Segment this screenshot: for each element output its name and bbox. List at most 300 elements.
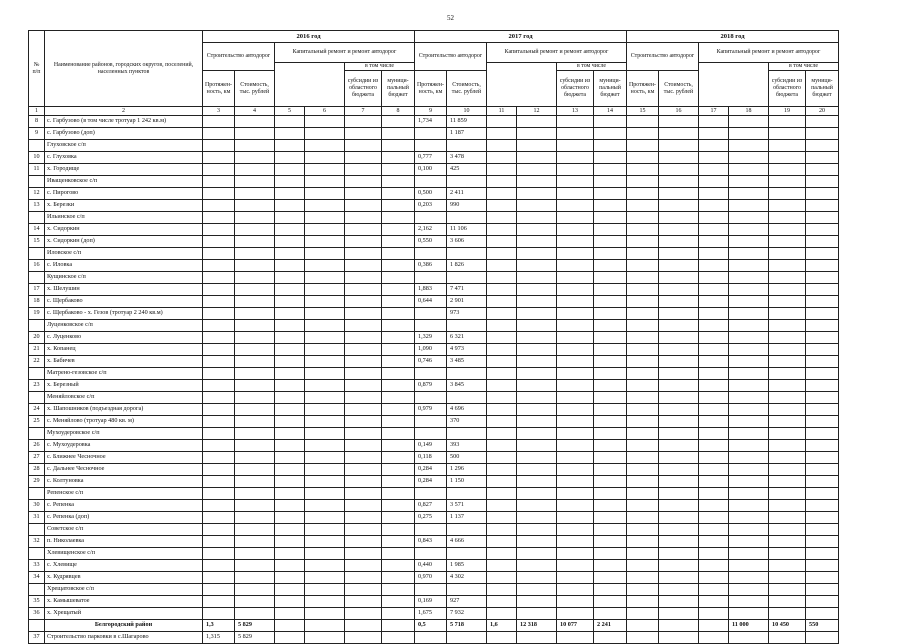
value-cell — [769, 500, 806, 512]
value-cell — [699, 344, 729, 356]
value-cell — [659, 632, 699, 644]
value-cell — [806, 272, 839, 284]
value-cell — [235, 572, 275, 584]
value-cell: 0,879 — [415, 380, 447, 392]
value-cell — [275, 608, 305, 620]
value-cell — [487, 212, 517, 224]
value-cell — [305, 512, 345, 524]
value-cell — [627, 404, 659, 416]
value-cell — [627, 392, 659, 404]
value-cell — [729, 212, 769, 224]
value-cell — [627, 476, 659, 488]
value-cell: 5 718 — [447, 620, 487, 632]
value-cell — [769, 428, 806, 440]
value-cell — [517, 368, 557, 380]
value-cell — [345, 440, 382, 452]
value-cell — [275, 140, 305, 152]
value-cell — [275, 116, 305, 128]
value-cell — [806, 368, 839, 380]
total-row — [29, 620, 839, 632]
value-cell — [487, 248, 517, 260]
value-cell — [305, 128, 345, 140]
value-cell — [305, 500, 345, 512]
value-cell — [659, 224, 699, 236]
value-cell — [235, 212, 275, 224]
value-cell — [699, 560, 729, 572]
section-row — [29, 584, 839, 596]
value-cell — [487, 428, 517, 440]
value-cell — [517, 260, 557, 272]
table-row — [29, 440, 839, 452]
value-cell — [659, 596, 699, 608]
value-cell: 7 471 — [447, 284, 487, 296]
table-row — [29, 632, 839, 644]
value-cell — [345, 128, 382, 140]
row-name-cell: х. Камышеватое — [45, 596, 203, 608]
value-cell — [203, 524, 235, 536]
value-cell — [382, 116, 415, 128]
value-cell — [487, 416, 517, 428]
value-cell — [806, 188, 839, 200]
value-cell — [627, 272, 659, 284]
value-cell: 2,162 — [415, 224, 447, 236]
value-cell: 393 — [447, 440, 487, 452]
value-cell — [729, 296, 769, 308]
value-cell — [699, 416, 729, 428]
value-cell — [382, 164, 415, 176]
value-cell — [659, 572, 699, 584]
value-cell — [806, 464, 839, 476]
value-cell: 11 859 — [447, 116, 487, 128]
value-cell — [659, 548, 699, 560]
value-cell — [275, 272, 305, 284]
value-cell — [594, 248, 627, 260]
value-cell — [517, 464, 557, 476]
value-cell — [594, 632, 627, 644]
row-name-cell: х. Березки — [45, 200, 203, 212]
value-cell — [806, 284, 839, 296]
header-name: Наименование районов, городских округов, поселений, населенных пунктов — [45, 31, 203, 107]
value-cell — [806, 224, 839, 236]
value-cell — [659, 308, 699, 320]
value-cell — [729, 536, 769, 548]
value-cell: 4 696 — [447, 404, 487, 416]
value-cell — [517, 308, 557, 320]
value-cell — [345, 596, 382, 608]
value-cell — [769, 416, 806, 428]
value-cell — [487, 560, 517, 572]
value-cell — [806, 332, 839, 344]
value-cell — [699, 272, 729, 284]
value-cell — [699, 428, 729, 440]
value-cell — [235, 260, 275, 272]
value-cell — [305, 572, 345, 584]
value-cell — [517, 404, 557, 416]
value-cell — [557, 548, 594, 560]
value-cell — [487, 548, 517, 560]
value-cell — [699, 296, 729, 308]
value-cell — [729, 176, 769, 188]
value-cell — [594, 512, 627, 524]
value-cell — [203, 404, 235, 416]
row-number-cell — [29, 212, 45, 224]
value-cell — [557, 152, 594, 164]
value-cell — [557, 248, 594, 260]
value-cell — [594, 320, 627, 332]
value-cell — [769, 248, 806, 260]
row-number-cell: 18 — [29, 296, 45, 308]
value-cell — [659, 416, 699, 428]
value-cell — [699, 440, 729, 452]
value-cell — [382, 404, 415, 416]
value-cell — [415, 320, 447, 332]
value-cell — [415, 548, 447, 560]
value-cell: 3 485 — [447, 356, 487, 368]
value-cell — [382, 392, 415, 404]
value-cell — [517, 344, 557, 356]
value-cell — [659, 524, 699, 536]
value-cell: 500 — [447, 452, 487, 464]
value-cell — [382, 284, 415, 296]
value-cell — [627, 428, 659, 440]
value-cell — [659, 404, 699, 416]
value-cell: 5 829 — [235, 620, 275, 632]
value-cell — [203, 332, 235, 344]
value-cell — [235, 224, 275, 236]
value-cell — [275, 128, 305, 140]
value-cell — [557, 296, 594, 308]
value-cell — [235, 236, 275, 248]
value-cell — [557, 584, 594, 596]
value-cell — [345, 152, 382, 164]
value-cell — [729, 452, 769, 464]
row-number-cell: 24 — [29, 404, 45, 416]
value-cell — [699, 536, 729, 548]
row-name-cell: с. Дальнее Чесночное — [45, 464, 203, 476]
column-index: 10 — [447, 107, 487, 116]
value-cell — [305, 368, 345, 380]
row-number-cell: 8 — [29, 116, 45, 128]
header-repair-blank — [275, 63, 345, 107]
value-cell — [729, 572, 769, 584]
value-cell — [305, 200, 345, 212]
value-cell — [557, 440, 594, 452]
value-cell: 2 241 — [594, 620, 627, 632]
value-cell — [806, 128, 839, 140]
row-number-cell: 26 — [29, 440, 45, 452]
value-cell — [305, 116, 345, 128]
value-cell — [627, 128, 659, 140]
value-cell — [382, 140, 415, 152]
value-cell — [557, 212, 594, 224]
value-cell — [806, 176, 839, 188]
value-cell — [305, 608, 345, 620]
row-name-cell: х. Хрещатый — [45, 608, 203, 620]
value-cell — [659, 536, 699, 548]
value-cell — [729, 260, 769, 272]
value-cell — [594, 584, 627, 596]
value-cell — [345, 632, 382, 644]
value-cell — [487, 536, 517, 548]
value-cell — [517, 296, 557, 308]
value-cell — [517, 200, 557, 212]
value-cell — [305, 176, 345, 188]
value-cell — [517, 164, 557, 176]
value-cell — [382, 596, 415, 608]
value-cell — [487, 176, 517, 188]
column-index: 1 — [29, 107, 45, 116]
value-cell — [769, 176, 806, 188]
value-cell — [275, 308, 305, 320]
value-cell — [275, 524, 305, 536]
value-cell — [627, 560, 659, 572]
value-cell — [699, 152, 729, 164]
value-cell — [203, 284, 235, 296]
value-cell — [235, 476, 275, 488]
value-cell — [627, 320, 659, 332]
value-cell — [769, 140, 806, 152]
value-cell — [487, 140, 517, 152]
value-cell — [594, 140, 627, 152]
value-cell — [305, 464, 345, 476]
value-cell — [729, 272, 769, 284]
value-cell — [594, 152, 627, 164]
value-cell — [517, 536, 557, 548]
value-cell — [699, 320, 729, 332]
row-number-cell — [29, 140, 45, 152]
section-row — [29, 488, 839, 500]
value-cell — [806, 200, 839, 212]
value-cell — [382, 428, 415, 440]
value-cell — [345, 332, 382, 344]
value-cell — [699, 596, 729, 608]
header-repair: Капитальный ремонт и ремонт автодорог — [275, 43, 415, 63]
value-cell — [305, 596, 345, 608]
value-cell — [594, 464, 627, 476]
value-cell — [487, 188, 517, 200]
value-cell: 3 478 — [447, 152, 487, 164]
value-cell — [594, 176, 627, 188]
row-number-cell — [29, 428, 45, 440]
value-cell — [659, 356, 699, 368]
value-cell — [382, 296, 415, 308]
value-cell — [806, 236, 839, 248]
value-cell — [382, 620, 415, 632]
value-cell — [235, 128, 275, 140]
header-year-2018: 2018 год — [627, 31, 839, 43]
value-cell: 0,827 — [415, 500, 447, 512]
value-cell: 1 985 — [447, 560, 487, 572]
value-cell — [806, 596, 839, 608]
value-cell — [235, 356, 275, 368]
value-cell — [557, 392, 594, 404]
value-cell — [275, 200, 305, 212]
value-cell — [235, 272, 275, 284]
value-cell — [557, 284, 594, 296]
value-cell — [487, 272, 517, 284]
value-cell — [557, 332, 594, 344]
value-cell — [769, 368, 806, 380]
value-cell — [699, 188, 729, 200]
value-cell — [305, 320, 345, 332]
value-cell — [517, 392, 557, 404]
row-name-cell: с. Щербаково - х. Гезов (тротуар 2 240 кв.м) — [45, 308, 203, 320]
value-cell — [305, 392, 345, 404]
value-cell — [769, 572, 806, 584]
table-row — [29, 416, 839, 428]
value-cell — [627, 200, 659, 212]
value-cell — [305, 284, 345, 296]
value-cell — [806, 164, 839, 176]
value-cell — [345, 572, 382, 584]
value-cell: 10 450 — [769, 620, 806, 632]
value-cell — [806, 344, 839, 356]
value-cell — [806, 392, 839, 404]
value-cell — [382, 128, 415, 140]
value-cell — [415, 176, 447, 188]
value-cell: 0,440 — [415, 560, 447, 572]
value-cell — [557, 200, 594, 212]
column-index: 19 — [769, 107, 806, 116]
value-cell — [517, 176, 557, 188]
value-cell: 425 — [447, 164, 487, 176]
value-cell — [769, 212, 806, 224]
value-cell — [699, 356, 729, 368]
value-cell — [594, 608, 627, 620]
value-cell — [627, 308, 659, 320]
value-cell — [305, 248, 345, 260]
value-cell: 0,149 — [415, 440, 447, 452]
row-name-cell: с. Гарбузово (в том числе тротуар 1 242 кв.м) — [45, 116, 203, 128]
value-cell — [345, 464, 382, 476]
value-cell — [382, 440, 415, 452]
value-cell — [487, 224, 517, 236]
header-length: Протяжен- ность, км — [203, 71, 235, 107]
value-cell — [382, 476, 415, 488]
value-cell — [769, 308, 806, 320]
value-cell — [235, 284, 275, 296]
row-number-cell: 31 — [29, 512, 45, 524]
value-cell — [769, 452, 806, 464]
value-cell — [659, 248, 699, 260]
value-cell — [235, 416, 275, 428]
value-cell — [557, 368, 594, 380]
row-number-cell — [29, 392, 45, 404]
value-cell — [447, 140, 487, 152]
value-cell — [659, 464, 699, 476]
value-cell — [769, 344, 806, 356]
value-cell: 0,970 — [415, 572, 447, 584]
value-cell — [415, 212, 447, 224]
value-cell — [415, 308, 447, 320]
value-cell — [345, 608, 382, 620]
value-cell — [594, 308, 627, 320]
value-cell: 0,746 — [415, 356, 447, 368]
value-cell — [806, 608, 839, 620]
section-row — [29, 272, 839, 284]
row-number-cell: 28 — [29, 464, 45, 476]
value-cell — [769, 560, 806, 572]
value-cell — [305, 488, 345, 500]
value-cell — [275, 440, 305, 452]
value-cell — [345, 488, 382, 500]
value-cell — [345, 476, 382, 488]
value-cell — [517, 548, 557, 560]
row-name-cell: с. Репенка (доп) — [45, 512, 203, 524]
value-cell: 5 829 — [235, 632, 275, 644]
value-cell — [345, 368, 382, 380]
value-cell — [275, 236, 305, 248]
value-cell — [305, 308, 345, 320]
value-cell — [235, 404, 275, 416]
value-cell — [517, 284, 557, 296]
value-cell — [415, 368, 447, 380]
value-cell — [699, 284, 729, 296]
value-cell — [729, 368, 769, 380]
section-row — [29, 368, 839, 380]
value-cell — [447, 584, 487, 596]
value-cell — [769, 596, 806, 608]
value-cell — [235, 380, 275, 392]
row-number-cell: 13 — [29, 200, 45, 212]
row-name-cell: Белгородский район — [45, 620, 203, 632]
header-length: Протяжен- ность, км — [415, 71, 447, 107]
value-cell: 3 845 — [447, 380, 487, 392]
value-cell — [382, 248, 415, 260]
value-cell — [806, 308, 839, 320]
header-including: в том числе — [769, 63, 839, 71]
value-cell — [345, 260, 382, 272]
value-cell — [415, 488, 447, 500]
value-cell — [487, 500, 517, 512]
value-cell — [382, 356, 415, 368]
value-cell — [659, 236, 699, 248]
value-cell — [382, 308, 415, 320]
value-cell — [699, 488, 729, 500]
value-cell — [627, 608, 659, 620]
value-cell — [659, 560, 699, 572]
value-cell — [699, 224, 729, 236]
value-cell — [203, 296, 235, 308]
table-row — [29, 284, 839, 296]
value-cell: 1,090 — [415, 344, 447, 356]
value-cell — [415, 632, 447, 644]
value-cell — [659, 152, 699, 164]
value-cell — [729, 116, 769, 128]
value-cell — [627, 368, 659, 380]
value-cell — [235, 536, 275, 548]
value-cell — [659, 140, 699, 152]
value-cell — [235, 152, 275, 164]
value-cell — [447, 392, 487, 404]
value-cell — [806, 428, 839, 440]
value-cell — [275, 224, 305, 236]
table-row — [29, 344, 839, 356]
value-cell — [769, 464, 806, 476]
value-cell — [487, 380, 517, 392]
value-cell — [769, 536, 806, 548]
value-cell — [594, 368, 627, 380]
value-cell — [517, 428, 557, 440]
value-cell — [729, 236, 769, 248]
value-cell — [382, 320, 415, 332]
value-cell — [557, 572, 594, 584]
value-cell — [345, 500, 382, 512]
value-cell — [382, 200, 415, 212]
value-cell — [382, 608, 415, 620]
value-cell — [487, 368, 517, 380]
value-cell — [382, 584, 415, 596]
